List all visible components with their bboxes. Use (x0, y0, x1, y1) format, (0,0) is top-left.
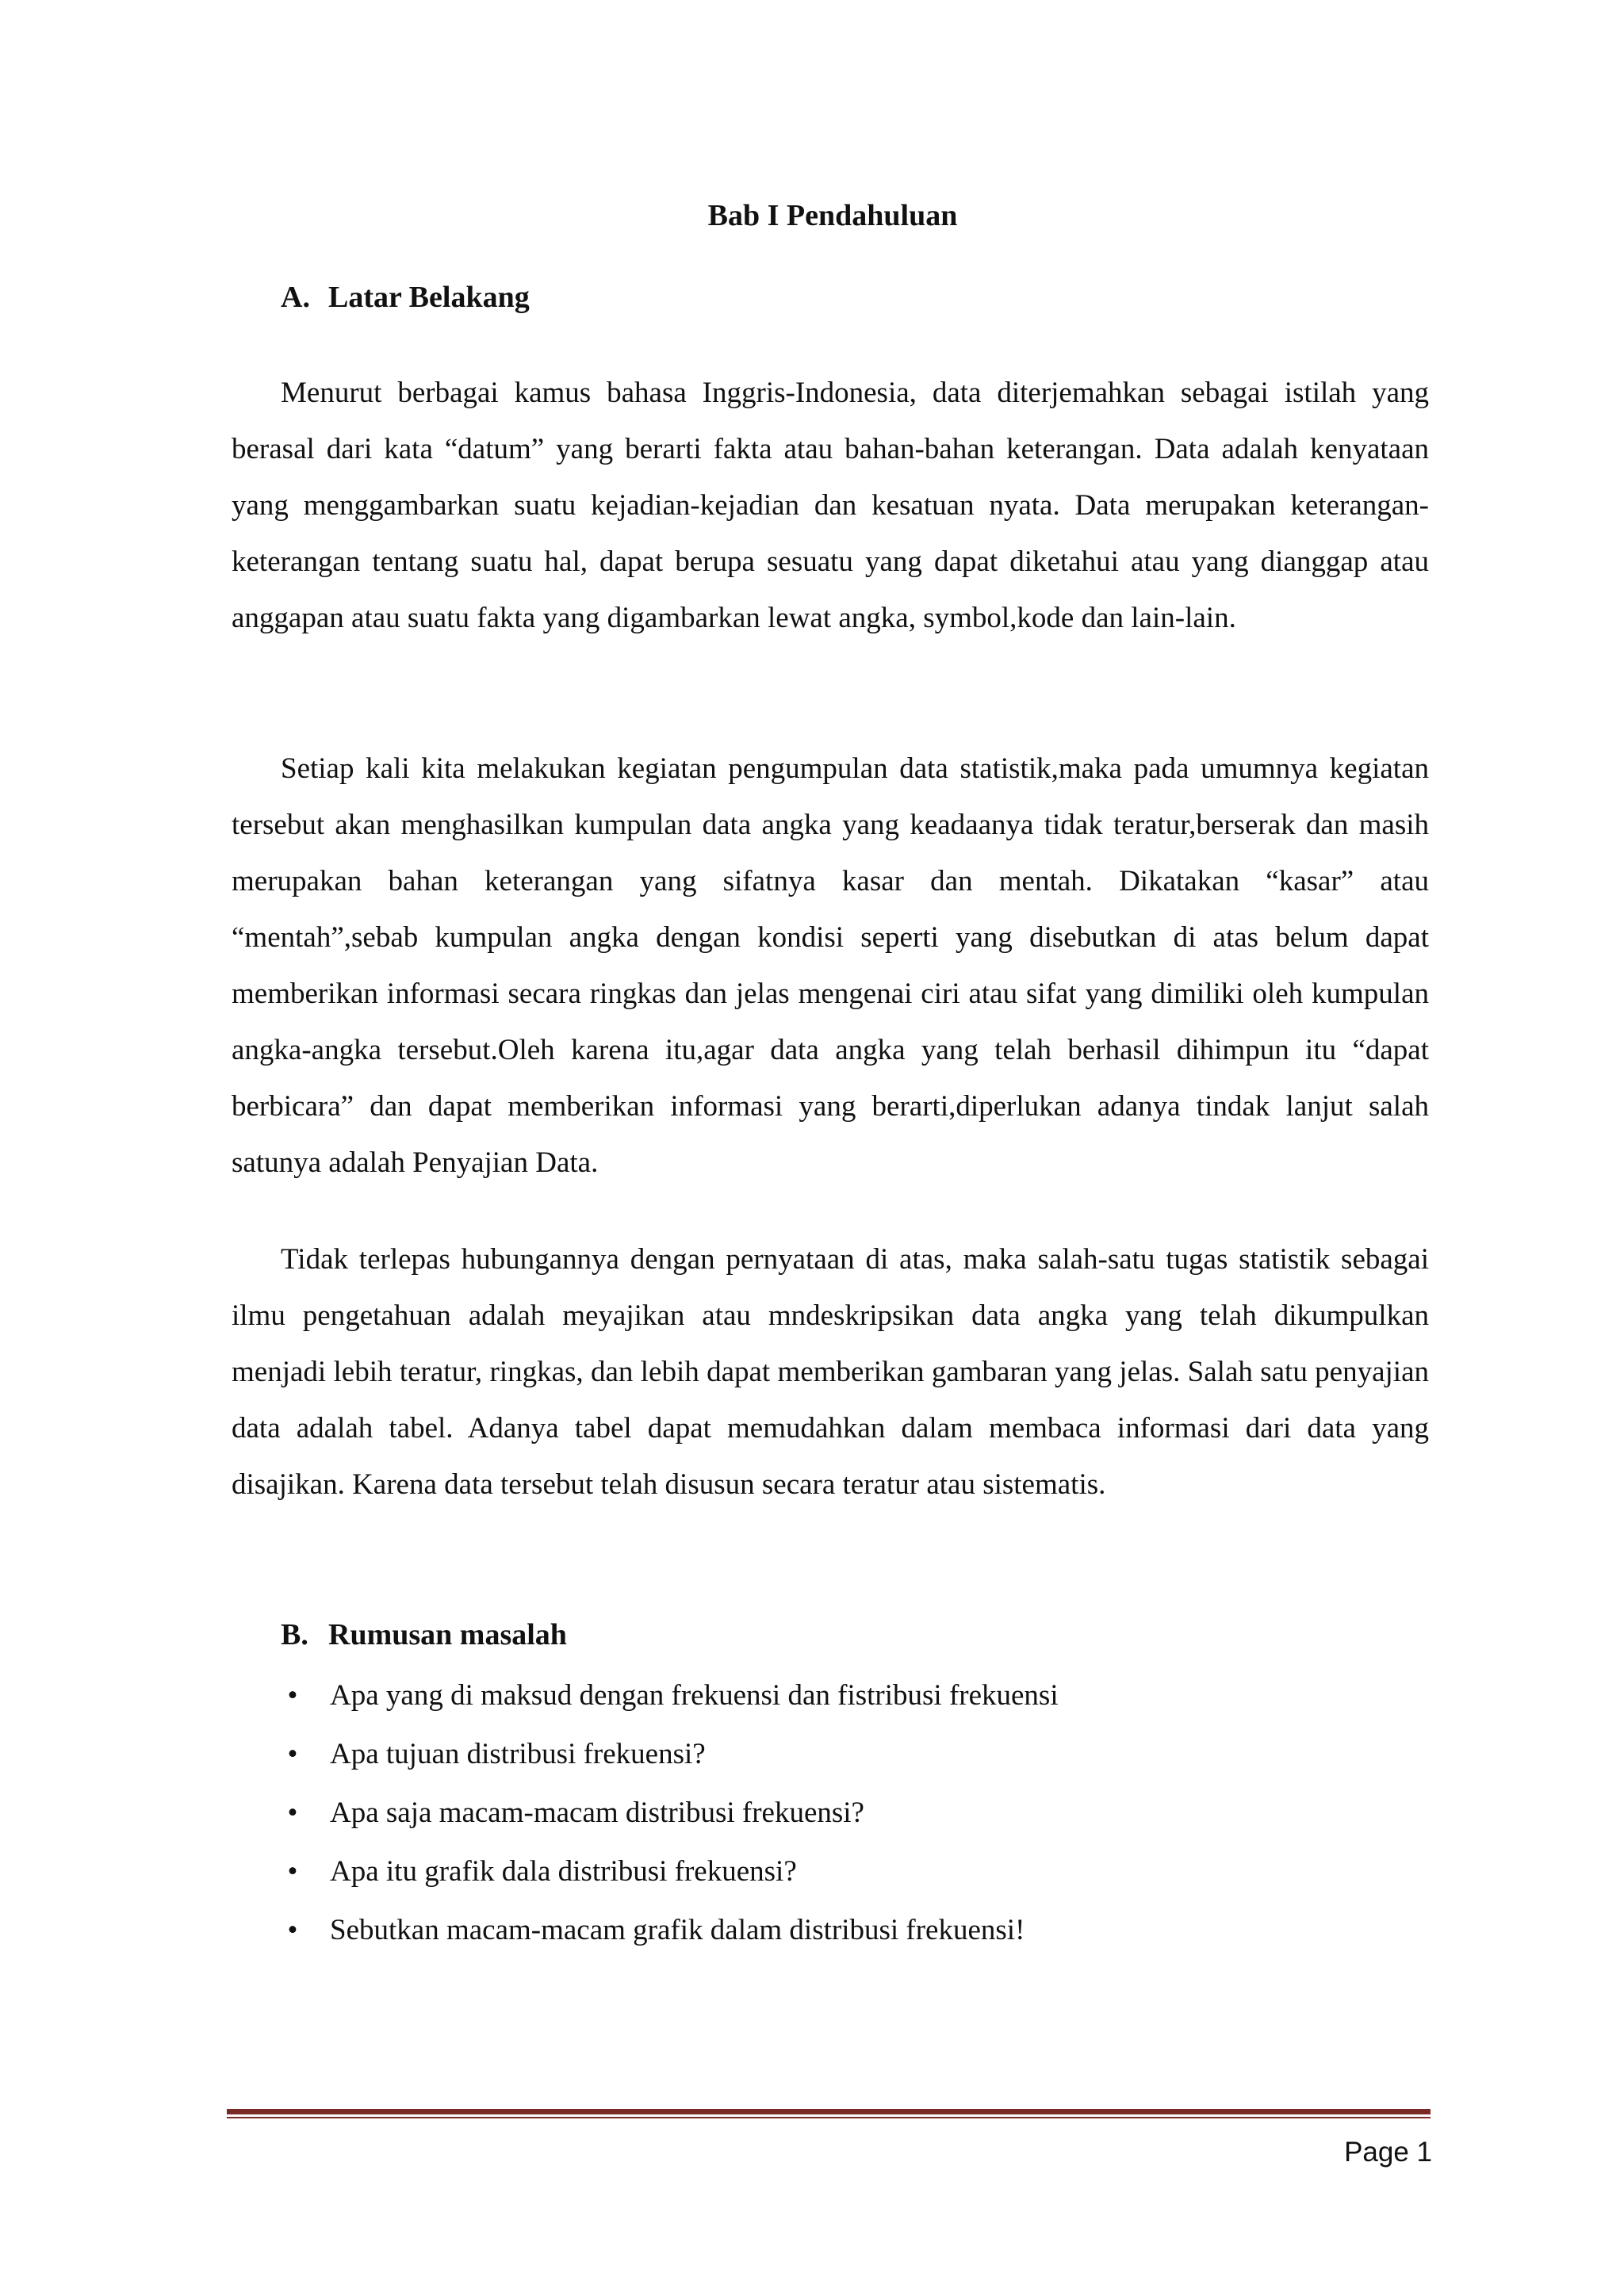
section-marker: A. (281, 281, 310, 314)
section-heading-rumusan-masalah (281, 1611, 567, 1659)
list-item-text: Sebutkan macam-macam grafik dalam distribusi frekuensi! (330, 1914, 1025, 1946)
list-item (281, 1901, 1059, 1960)
list-item (281, 1784, 1059, 1843)
list-item (281, 1725, 1059, 1784)
section-heading-latar-belakang (281, 274, 530, 321)
list-item-text: Apa yang di maksud dengan frekuensi dan fistribusi frekuensi (330, 1679, 1059, 1712)
list-item (281, 1843, 1059, 1901)
page-title: Bab I Pendahuluan (707, 199, 958, 232)
section-marker: B. (281, 1618, 308, 1651)
list-item-text: Apa saja macam-macam distribusi frekuensi? (330, 1797, 864, 1829)
paragraph-1: Menurut berbagai kamus bahasa Inggris-Indonesia, data diterjemahkan sebagai istilah yang berasal dari kata “datum” yang berarti fakta atau bahan-bahan keterangan. Data adalah kenyataan yang menggambarkan suatu kejadian-kejadian dan kesatuan nyata. Data merupakan keterangan-keterangan tentang suatu hal, dapat berupa sesuatu yang dapat diketahui atau yang dianggap atau anggapan atau suatu fakta yang digambarkan lewat angka, symbol,kode dan lain-lain. (232, 377, 1429, 634)
paragraph-2: Setiap kali kita melakukan kegiatan pengumpulan data statistik,maka pada umumnya kegiatan tersebut akan menghasilkan kumpulan data angka yang keadaanya tidak teratur,berserak dan masih merupakan bahan keterangan yang sifatnya kasar dan mentah. Dikatakan “kasar” atau “mentah”,sebab kumpulan angka dengan kondisi seperti yang disebutkan di atas belum dapat memberikan informasi secara ringkas dan jelas mengenai ciri atau sifat yang dimiliki oleh kumpulan angka-angka tersebut.Oleh karena itu,agar data angka yang telah berhasil dihimpun itu “dapat berbicara” dan dapat memberikan informasi yang berarti,diperlukan adanya tindak lanjut salah satunya adalah Penyajian Data. (232, 752, 1429, 1179)
list-item (281, 1667, 1059, 1725)
section-heading-text: Rumusan masalah (328, 1618, 567, 1651)
list-item-text: Apa tujuan distribusi frekuensi? (330, 1738, 706, 1770)
paragraph-3: Tidak terlepas hubungannya dengan pernyataan di atas, maka salah-satu tugas statistik sebagai ilmu pengetahuan adalah meyajikan atau mndeskripsikan data angka yang telah dikumpulkan menjadi lebih teratur, ringkas, dan lebih dapat memberikan gambaran yang jelas. Salah satu penyajian data adalah tabel. Adanya tabel dapat memudahkan dalam membaca informasi dari data yang disajikan. Karena data tersebut telah disusun secara teratur atau sistematis. (232, 1243, 1429, 1501)
page-number: Page 1 (1344, 2137, 1432, 2168)
footer-divider-thick (227, 2109, 1431, 2114)
footer-divider-thin (227, 2117, 1431, 2118)
problem-list (281, 1667, 1059, 1960)
bullet-icon: • (287, 1738, 298, 1770)
bullet-icon: • (287, 1679, 298, 1712)
bullet-icon: • (287, 1855, 298, 1888)
list-item-text: Apa itu grafik dala distribusi frekuensi? (330, 1855, 797, 1888)
bullet-icon: • (287, 1797, 298, 1829)
bullet-icon: • (287, 1914, 298, 1946)
section-heading-text: Latar Belakang (328, 281, 530, 314)
footer-divider (227, 2109, 1431, 2120)
